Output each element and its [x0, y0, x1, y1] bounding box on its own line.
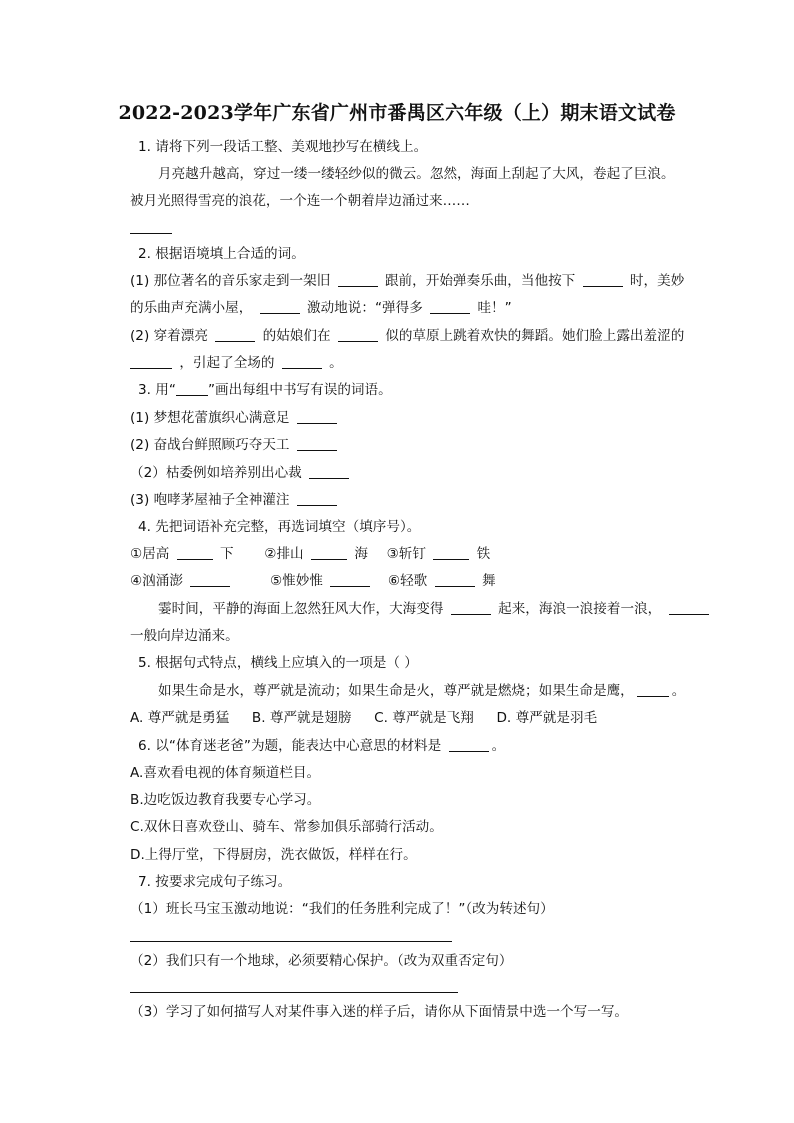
q6-instruction-text: 6. 以“体育迷老爸”为题，能表达中心意思的材料是	[138, 738, 442, 754]
q5-instruction: 5. 根据句式特点，横线上应填入的一项是（ ）	[138, 655, 418, 671]
q5-options	[130, 708, 597, 728]
q2-line-2	[130, 298, 512, 318]
q7-sentence-3: （3）学习了如何描写人对某件事入迷的样子后，请你从下面情景中选一个写一写。	[130, 1004, 629, 1020]
q7-answer-line-2[interactable]	[130, 992, 458, 993]
q2-l3-text-a: (2) 穿着漂亮	[130, 328, 208, 344]
q5-stem	[158, 681, 685, 701]
q3-item-3-text: （2）枯委例如培养别出心裁	[130, 465, 302, 481]
q7-sentence-2: （2）我们只有一个地球，必须要精心保护。（改为双重否定句）	[130, 953, 513, 969]
exam-title: 2022-2023学年广东省广州市番禺区六年级（上）期末语文试卷	[118, 102, 676, 124]
q4-blank-4[interactable]	[190, 572, 230, 587]
q3-blank-3[interactable]	[309, 464, 349, 479]
q5-stem-text: 如果生命是水，尊严就是流动；如果生命是火，尊严就是燃烧；如果生命是鹰，	[158, 683, 634, 699]
q4-passage-line-2: 一般向岸边涌来。	[130, 628, 239, 644]
q2-blank-6[interactable]	[338, 327, 378, 342]
q4-passage-text-b: 起来，海浪一浪接着一浪，	[498, 601, 662, 617]
q3-item-1-text: (1) 梦想花蕾旗织心满意足	[130, 410, 290, 426]
q7-instruction: 7. 按要求完成句子练习。	[138, 874, 292, 890]
q4-passage-text-a: 霎时间，平静的海面上忽然狂风大作，大海变得	[158, 601, 444, 617]
q6-instruction	[138, 736, 505, 756]
q2-l4-text-c: 。	[329, 355, 343, 371]
q2-l3-text-c: 似的草原上跳着欢快的舞蹈。她们脸上露出羞涩的	[385, 328, 685, 344]
q2-blank-3[interactable]	[260, 299, 300, 314]
q4-blank-2[interactable]	[311, 545, 347, 560]
q4-instruction: 4. 先把词语补充完整，再选词填空（填序号）。	[138, 519, 421, 535]
q6-blank[interactable]	[449, 737, 489, 752]
q3-item-1	[130, 408, 340, 428]
q4-word-1b: 下	[220, 546, 234, 562]
q4-word-5a: ⑤惟妙惟	[269, 573, 323, 589]
q3-blank-4[interactable]	[297, 491, 337, 506]
q3-item-2-text: (2) 奋战台鲜照顾巧夺天工	[130, 437, 290, 453]
q4-passage-line-1	[158, 599, 709, 619]
q4-blank-6[interactable]	[435, 572, 475, 587]
q4-word-3a: ③斩钉	[386, 546, 426, 562]
q2-blank-7[interactable]	[130, 354, 172, 369]
q6-option-c[interactable]: C.双休日喜欢登山、骑车、常参加俱乐部骑行活动。	[130, 819, 443, 835]
q3-item-2	[130, 435, 340, 455]
q2-line-4	[130, 353, 343, 373]
q2-l2-text-a: 的乐曲声充满小屋，	[130, 300, 253, 316]
q5-option-c[interactable]: C. 尊严就是飞翔	[374, 710, 474, 726]
q4-word-4a: ④汹涌澎	[130, 573, 183, 589]
q4-word-2a: ②排山	[264, 546, 304, 562]
q3-instruction-a: 3. 用“	[138, 382, 176, 398]
q4-blank-5[interactable]	[330, 572, 370, 587]
q4-words-row-1	[130, 544, 490, 564]
q4-word-2b: 海	[354, 546, 368, 562]
q5-stem-end: 。	[671, 683, 686, 699]
q1-answer-line[interactable]	[130, 233, 172, 234]
q4-blank-3[interactable]	[433, 545, 469, 560]
q2-line-1	[130, 271, 684, 291]
q3-underline-sample	[176, 381, 208, 396]
q2-l2-text-b: 激动地说：“弹得多	[307, 300, 423, 316]
q5-option-d[interactable]: D. 尊严就是羽毛	[496, 710, 598, 726]
q2-l1-text-b: 跟前，开始弹奏乐曲，当他按下	[384, 273, 576, 289]
q2-l4-text-b: ，引起了全场的	[179, 355, 275, 371]
q2-l2-text-c: 哇！”	[477, 300, 512, 316]
q2-blank-5[interactable]	[215, 327, 255, 342]
q5-option-a[interactable]: A. 尊严就是勇猛	[130, 710, 230, 726]
q3-item-3	[130, 463, 352, 483]
q2-l3-text-b: 的姑娘们在	[262, 328, 331, 344]
q2-l1-text-c: 时，美妙	[629, 273, 685, 289]
q4-blank-8[interactable]	[669, 600, 709, 615]
q2-blank-2[interactable]	[583, 272, 623, 287]
q3-blank-2[interactable]	[297, 436, 337, 451]
q1-passage-line-1: 月亮越升越高，穿过一缕一缕轻纱似的微云。忽然，海面上刮起了大风，卷起了巨浪。	[158, 166, 675, 182]
q2-blank-4[interactable]	[430, 299, 470, 314]
q4-word-6b: 舞	[481, 573, 496, 589]
q2-line-3	[130, 326, 684, 346]
q7-answer-line-1[interactable]	[130, 941, 452, 942]
q6-instruction-end: 。	[491, 738, 506, 754]
q2-blank-8[interactable]	[282, 354, 322, 369]
q7-sentence-1: （1）班长马宝玉激动地说：“我们的任务胜利完成了！”（改为转述句）	[130, 901, 554, 917]
q4-word-3b: 铁	[476, 546, 491, 562]
q3-instruction	[138, 380, 392, 400]
q2-l1-text-a: (1) 那位著名的音乐家走到一架旧	[130, 273, 331, 289]
q1-instruction: 1. 请将下列一段话工整、美观地抄写在横线上。	[138, 139, 428, 155]
q3-instruction-b: ”画出每组中书写有误的词语。	[207, 382, 392, 398]
q6-option-a[interactable]: A.喜欢看电视的体育频道栏目。	[130, 765, 321, 781]
q5-blank[interactable]	[637, 682, 669, 697]
q1-passage-line-2: 被月光照得雪亮的浪花，一个连一个朝着岸边涌过来……	[130, 193, 470, 209]
q3-item-4-text: (3) 咆哮茅屋袖子全神灌注	[130, 492, 290, 508]
q4-words-row-2	[130, 571, 496, 591]
q3-blank-1[interactable]	[297, 409, 337, 424]
q4-word-1a: ①居高	[130, 546, 170, 562]
q6-option-d[interactable]: D.上得厅堂，下得厨房，洗衣做饭，样样在行。	[130, 847, 417, 863]
q4-blank-1[interactable]	[177, 545, 213, 560]
q2-instruction: 2. 根据语境填上合适的词。	[138, 246, 305, 262]
q5-option-b[interactable]: B. 尊严就是翅膀	[251, 710, 352, 726]
q6-option-b[interactable]: B.边吃饭边教育我要专心学习。	[130, 792, 321, 808]
q3-item-4	[130, 490, 340, 510]
q2-blank-1[interactable]	[338, 272, 378, 287]
q4-word-6a: ⑥轻歌	[387, 573, 428, 589]
q4-blank-7[interactable]	[451, 600, 491, 615]
